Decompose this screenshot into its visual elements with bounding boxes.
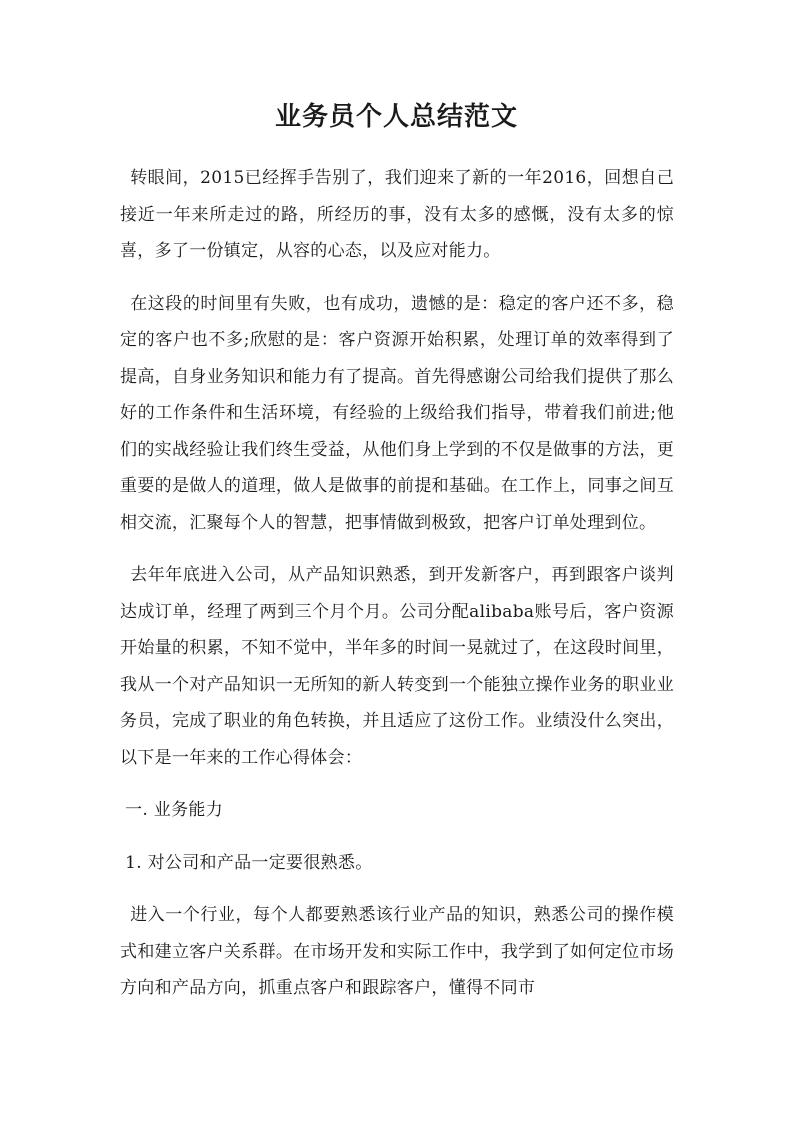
paragraph-work-history: 去年年底进入公司，从产品知识熟悉，到开发新客户，再到跟客户谈判达成订单，经理了两到三个月个月。公司分配alibaba账号后，客户资源开始量的积累，不知不觉中，半年多的时间一晃就过了，在这段时间里，我从一个对产品知识一无所知的新人转变到一个能独立操作业务的职业业务员，完成了职业的角色转换，并且适应了这份工作。业绩没什么突出，以下是一年来的工作心得体会： bbox=[120, 565, 674, 768]
paragraph-intro: 转眼间，2015已经挥手告别了，我们迎来了新的一年2016，回想自己接近一年来所走过的路，所经历的事，没有太多的感慨，没有太多的惊喜，多了一份镇定，从容的心态，以及应对能力。 bbox=[120, 168, 674, 261]
paragraph-industry-knowledge: 进入一个行业，每个人都要熟悉该行业产品的知识，熟悉公司的操作模式和建立客户关系群。在市场开发和实际工作中，我学到了如何定位市场方向和产品方向，抓重点客户和跟踪客户，懂得不同市 bbox=[120, 905, 674, 998]
sub-heading: 1. 对公司和产品一定要很熟悉。 bbox=[125, 852, 373, 873]
document-title: 业务员个人总结范文 bbox=[274, 102, 518, 132]
paragraph-successes-failures: 在这段的时间里有失败，也有成功，遗憾的是：稳定的客户还不多，稳定的客户也不多;欣慰的是：客户资源开始积累，处理订单的效率得到了提高，自身业务知识和能力有了提高。首先得感谢公司给我们提供了那么好的工作条件和生活环境，有经验的上级给我们指导，带着我们前进;他们的实战经验让我们终生受益，从他们身上学到的不仅是做事的方法，更重要的是做人的道理，做人是做事的前提和基础。在工作上，同事之间互相交流，汇聚每个人的智慧，把事情做到极致，把客户订单处理到位。 bbox=[120, 293, 674, 533]
document-body bbox=[120, 160, 674, 1023]
section-heading: 一. 业务能力 bbox=[125, 800, 224, 820]
